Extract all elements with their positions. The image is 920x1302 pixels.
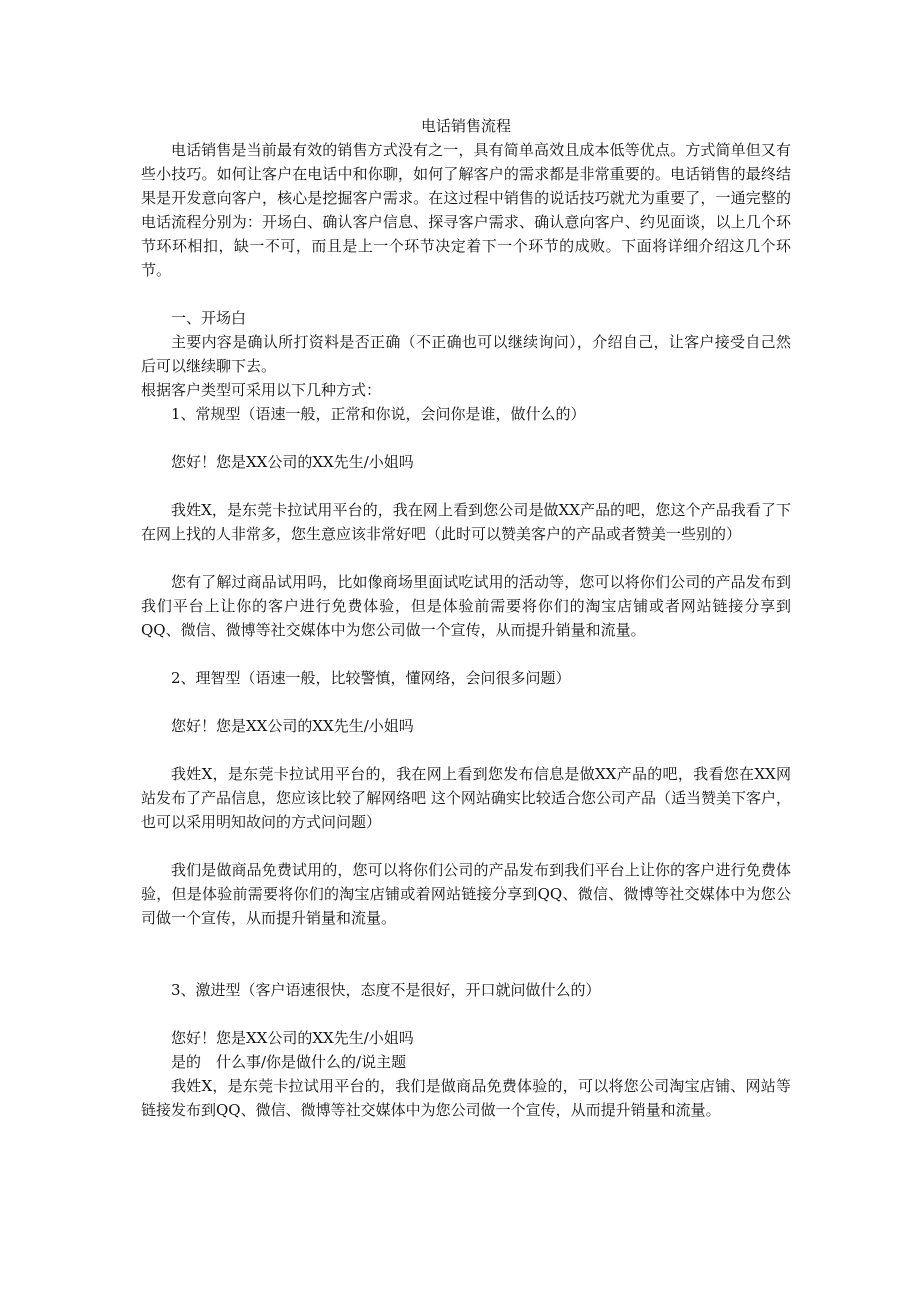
type1-paragraph-2: 您有了解过商品试用吗，比如像商场里面试吃试用的活动等，您可以将你们公司的产品发布到我们平台上让你的客户进行免费体验，但是体验前需要将你们的淘宝店铺或者网站链接分享到QQ、微信、微博等社交媒体中为您公司做一个宣传，从而提升销量和流量。 <box>141 573 791 639</box>
section-methods-line: 根据客户类型可采用以下几种方式： <box>141 381 382 399</box>
spacer <box>141 930 791 978</box>
spacer <box>141 834 791 858</box>
type2-greeting: 您好！您是XX公司的XX先生/小姐吗 <box>171 717 414 735</box>
spacer <box>141 738 791 762</box>
spacer <box>141 642 791 666</box>
section-main-content: 主要内容是确认所打资料是否正确（不正确也可以继续询问），介绍自己，让客户接受自己然后可以继续聊下去。 <box>141 333 791 375</box>
type1-paragraph-1: 我姓X，是东莞卡拉试用平台的，我在网上看到您公司是做XX产品的吧，您这个产品我看了下在网上找的人非常多，您生意应该非常好吧（此时可以赞美客户的产品或者赞美一些别的） <box>141 501 791 543</box>
type1-greeting: 您好！您是XX公司的XX先生/小姐吗 <box>171 453 414 471</box>
spacer <box>141 546 791 570</box>
type1-heading: 1、常规型（语速一般，正常和你说，会问你是谁，做什么的） <box>171 405 586 423</box>
spacer <box>141 282 791 306</box>
document-body <box>141 114 791 1122</box>
spacer <box>141 690 791 714</box>
type2-paragraph-2: 我们是做商品免费试用的，您可以将你们公司的产品发布到我们平台上让你的客户进行免费体验，但是体验前需要将你们的淘宝店铺或着网站链接分享到QQ、微信、微博等社交媒体中为您公司做一个宣传，从而提升销量和流量。 <box>141 861 791 927</box>
document-title: 电话销售流程 <box>420 117 511 135</box>
section-heading-opening: 一、开场白 <box>171 309 247 327</box>
intro-paragraph: 电话销售是当前最有效的销售方式没有之一，具有简单高效且成本低等优点。方式简单但又有些小技巧。如何让客户在电话中和你聊，如何了解客户的需求都是非常重要的。电话销售的最终结果是开发意向客户，核心是挖掘客户需求。在这过程中销售的说话技巧就尤为重要了，一通完整的电话流程分别为：开场白、确认客户信息、探寻客户需求、确认意向客户、约见面谈，以上几个环节环环相扣，缺一不可，而且是上一个环节决定着下一个环节的成败。下面将详细介绍这几个环节。 <box>141 141 791 279</box>
spacer <box>141 1002 791 1026</box>
type3-reply: 是的 什么事/你是做什么的/说主题 <box>171 1053 407 1071</box>
type3-heading: 3、激进型（客户语速很快，态度不是很好，开口就问做什么的） <box>171 981 601 999</box>
type3-greeting: 您好！您是XX公司的XX先生/小姐吗 <box>171 1029 414 1047</box>
type3-paragraph-1: 我姓X，是东莞卡拉试用平台的，我们是做商品免费体验的，可以将您公司淘宝店铺、网站等链接发布到QQ、微信、微博等社交媒体中为您公司做一个宣传，从而提升销量和流量。 <box>141 1077 791 1119</box>
spacer <box>141 474 791 498</box>
type2-paragraph-1: 我姓X，是东莞卡拉试用平台的，我在网上看到您发布信息是做XX产品的吧，我看您在XX网站发布了产品信息，您应该比较了解网络吧 这个网站确实比较适合您公司产品（适当赞美下客户，也可以采用明知故问的方式问问题） <box>141 765 791 831</box>
type2-heading: 2、理智型（语速一般，比较警慎，懂网络，会问很多问题） <box>171 669 571 687</box>
spacer <box>141 426 791 450</box>
